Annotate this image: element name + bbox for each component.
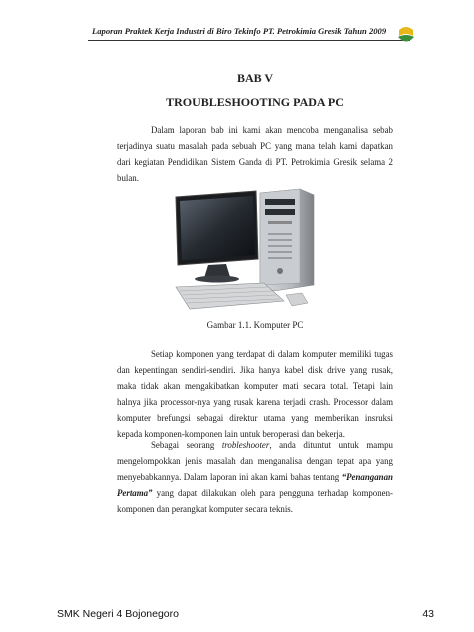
petrokimia-logo-icon: [395, 24, 417, 46]
paragraph-troubleshooter-part3: yang dapat dilakukan oleh para pengguna terhadap komponen-komponen dan perangkat komputer secara teknis.: [117, 488, 393, 514]
footer-school: SMK Negeri 4 Bojonegoro: [57, 608, 179, 620]
first-aid-highlight: “Penanganan Pertama”: [117, 472, 393, 498]
chapter-title: TROUBLESHOOTING PADA PC: [166, 95, 344, 109]
paragraph-troubleshooter: [117, 437, 393, 517]
chapter-number: BAB V: [236, 71, 274, 85]
paragraph-components-text: Setiap komponen yang terdapat di dalam komputer memiliki tugas dan kepentingan sendiri-sendiri. Jika hanya kabel disk drive yang rusak, maka tidak akan mengakibatkan komputer mati secara total. Tetapi lain halnya jika processor-nya yang rusak karena terjadi crash. Processor dalam komputer brefungsi sebagai direktur utama yang memberikan insruksi kepada komponen-komponen lain untuk beroperasi dan bekerja.: [117, 349, 393, 439]
header-divider: [88, 40, 410, 41]
paragraph-components: [117, 346, 393, 442]
running-header: Laporan Praktek Kerja Industri di Biro Tekinfo PT. Petrokimia Gresik Tahun 2009: [92, 26, 387, 36]
paragraph-intro: [117, 122, 393, 186]
figure-caption: Gambar 1.1. Komputer PC: [206, 320, 304, 330]
desktop-computer-icon: [168, 187, 318, 315]
paragraph-intro-text: Dalam laporan bab ini kami akan mencoba menganalisa sebab terjadinya suatu masalah pada sebuah PC yang mana telah kami dapatkan dari kegiatan Pendidikan Sistem Ganda di PT. Petrokimia Gresik selama 2 bulan.: [117, 125, 393, 183]
paragraph-troubleshooter-part2: , anda dituntut untuk mampu mengelompokkan jenis masalah dan menganalisa dengan tepat apa yang menyebabkannya. Dalam laporan ini akan kami bahas tentang: [117, 440, 393, 482]
page-number: 43: [422, 608, 434, 620]
paragraph-troubleshooter-part1: Sebagai seorang: [151, 440, 222, 450]
troubleshooter-term: trobleshooter: [221, 440, 270, 450]
